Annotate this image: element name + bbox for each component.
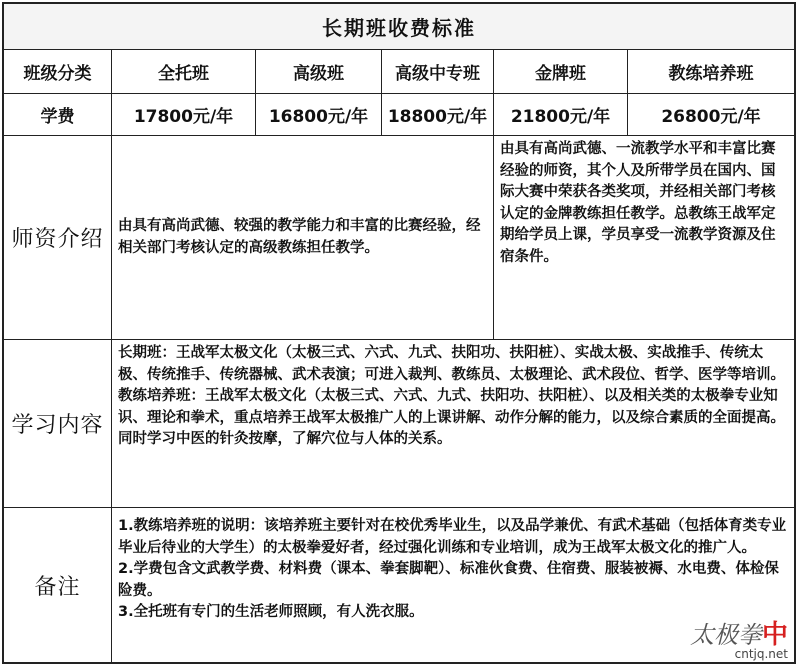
- teachers-gold-paragraph: 由具有高尚武德、一流教学水平和丰富比赛经验的师资，其个人及所带学员在国内、国际大赛中荣获各类奖项，并经相关部门考核认定的金牌教练担任教学。总教练王战军定期给学员上课，学员享受一流教学资源及住宿条件。: [500, 141, 776, 265]
- class-header-gold: 金牌班: [494, 50, 628, 94]
- fee-advanced: 16800元/年: [256, 94, 382, 136]
- table-title: 长期班收费标准: [4, 4, 794, 50]
- teachers-label: 师资介绍: [4, 136, 112, 340]
- fee-table: [2, 2, 796, 664]
- content-paragraph-long-term: 长期班：王战军太极文化（太极三式、六式、九式、扶阳功、扶阳桩）、实战太极、实战推手、传统太极、传统推手、传统器械、武术表演；可进入裁判、教练员、太极理论、武术段位、哲学、医学等培训。: [118, 345, 785, 383]
- notes-label: 备注: [4, 508, 112, 662]
- content-paragraph-coach: 教练培养班：王战军太极文化（太极三式、六式、九式、扶阳功、扶阳桩）、以及相关类的太极拳专业知识、理论和拳术，重点培养王战军太极推广人的上课讲解、动作分解的能力，以及综合素质的全面提高。同时学习中医的针灸按摩，了解穴位与人体的关系。: [118, 388, 785, 447]
- site-watermark: [690, 614, 788, 661]
- teachers-standard-paragraph: 由具有高尚武德、较强的教学能力和丰富的比赛经验，经相关部门考核认定的高级教练担任教学。: [118, 218, 481, 256]
- teachers-gold-text: [494, 136, 794, 340]
- fee-gold: 21800元/年: [494, 94, 628, 136]
- class-header-advanced-secondary: 高级中专班: [382, 50, 494, 94]
- notes-item-2: 2.学费包含文武教学费、材料费（课本、拳套脚靶）、标准伙食费、住宿费、服装被褥、水电费、体检保险费。: [118, 561, 779, 599]
- class-header-advanced: 高级班: [256, 50, 382, 94]
- watermark-mark: 中: [761, 620, 788, 650]
- fee-coach-training: 26800元/年: [628, 94, 794, 136]
- teachers-standard-text: [112, 136, 494, 340]
- class-category-label: 班级分类: [4, 50, 112, 94]
- class-header-coach-training: 教练培养班: [628, 50, 794, 94]
- notes-item-3: 3.全托班有专门的生活老师照顾，有人洗衣服。: [118, 604, 424, 620]
- fee-label: 学费: [4, 94, 112, 136]
- watermark-url: cntjq.net: [734, 647, 788, 661]
- fee-full-boarding: 17800元/年: [112, 94, 256, 136]
- fee-advanced-secondary: 18800元/年: [382, 94, 494, 136]
- content-label: 学习内容: [4, 340, 112, 508]
- class-header-full-boarding: 全托班: [112, 50, 256, 94]
- content-text: [112, 340, 794, 508]
- notes-item-1: 1.教练培养班的说明：该培养班主要针对在校优秀毕业生，以及品学兼优、有武术基础（包括体育类专业毕业后待业的大学生）的太极拳爱好者，经过强化训练和专业培训，成为王战军太极文化的推广人。: [118, 518, 787, 556]
- watermark-text: 太极拳: [689, 621, 762, 649]
